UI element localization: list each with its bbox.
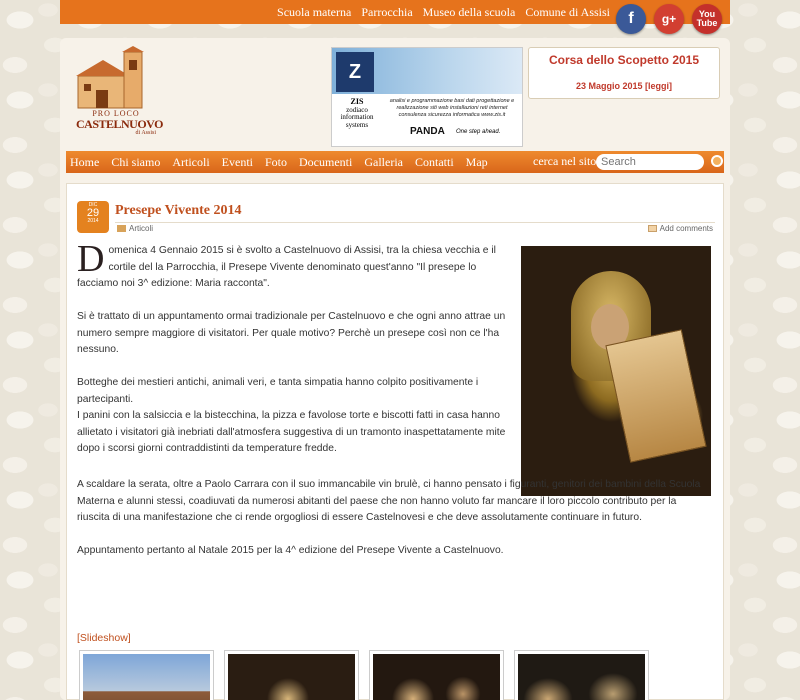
thumbnail[interactable] — [369, 650, 504, 700]
nav-foto[interactable]: Foto — [265, 154, 288, 169]
logo-line2: CASTELNUOVO — [76, 117, 163, 131]
search-label: cerca nel sito — [533, 154, 597, 168]
thumbnail[interactable] — [79, 650, 214, 700]
paragraph-3-text: Botteghe dei mestieri antichi, animali veri, e tanta simpatia hanno colpito positivamente i partecipanti. — [77, 377, 479, 405]
post-content — [66, 183, 724, 700]
paragraph-3 — [77, 375, 509, 458]
category-link[interactable]: Articoli — [129, 224, 154, 233]
nav-eventi[interactable]: Eventi — [221, 154, 253, 169]
post-title[interactable]: Presepe Vivente 2014 — [115, 203, 242, 218]
top-link-parrocchia[interactable]: Parrocchia — [361, 5, 413, 19]
thumbnail-image — [83, 654, 210, 700]
slideshow-link[interactable]: [Slideshow] — [77, 632, 131, 644]
title-divider — [115, 222, 715, 223]
promo-box[interactable] — [528, 47, 720, 99]
youtube-icon[interactable]: You Tube — [692, 4, 722, 34]
search-icon[interactable] — [711, 155, 723, 167]
top-link-museo[interactable]: Museo della scuola — [422, 5, 516, 19]
nav-home[interactable]: Home — [70, 154, 100, 169]
nav-documenti[interactable]: Documenti — [299, 154, 353, 169]
banner-description: analisi e programmazione basi dati progettazione e realizzazione siti web installazioni reti internet consulenza sicurezza informatica www.zis.it — [389, 98, 515, 118]
panda-tagline: One step ahead. — [456, 129, 501, 135]
post-comments — [648, 224, 713, 233]
promo-subtitle[interactable]: 23 Maggio 2015 [leggi] — [575, 81, 673, 91]
date-year: 2014 — [87, 218, 99, 224]
promo-title: Corsa dello Scopetto 2015 — [548, 53, 700, 67]
panda-logo: PANDA — [410, 126, 445, 137]
date-day: 29 — [86, 207, 100, 219]
thumbnail[interactable] — [224, 650, 359, 700]
nav-contatti[interactable]: Contatti — [415, 154, 454, 169]
logo-line1: PRO LOCO — [92, 109, 140, 118]
thumbnail-image — [518, 654, 645, 700]
post-date-badge — [77, 201, 109, 233]
zis-subtitle: zodiaco information systems — [340, 105, 374, 130]
post-body-wide — [77, 477, 709, 576]
folder-icon — [117, 225, 126, 232]
post-body — [77, 238, 509, 474]
photo-board — [605, 329, 706, 463]
thumbnail-image — [373, 654, 500, 700]
zis-name — [335, 98, 379, 130]
top-link-comune[interactable]: Comune di Assisi — [525, 5, 610, 19]
search-input[interactable] — [596, 154, 704, 170]
zis-title: ZIS — [350, 97, 364, 106]
zis-logo-icon: Z — [336, 52, 374, 92]
logo-line3: di Assisi — [135, 130, 156, 136]
social-links — [616, 4, 722, 34]
add-comments-link[interactable]: Add comments — [659, 224, 713, 233]
thumbnail-image — [228, 654, 355, 700]
page-container — [60, 38, 730, 700]
paragraph-1 — [77, 238, 509, 293]
dropcap: D — [77, 238, 105, 280]
paragraph-4: A scaldare la serata, oltre a Paolo Carrara con il suo immancabile vin brulè, ci hanno pensato i figuranti, genitori dei bambini della Scuola Materna e alunni stessi, coadiuvati da numerosi abitanti del paese che non hanno voluto far mancare il loro piccolo contributo per la riuscita di una manifestazione che ci rende orgogliosi di essere Castelnovesi e che deve assolutamente continuare in futuro. — [77, 479, 701, 523]
logo-text — [76, 109, 163, 136]
top-link-scuola-materna[interactable]: Scuola materna — [277, 5, 352, 19]
presepe-photo[interactable] — [521, 246, 711, 496]
paragraph-3b-text: I panini con la salsiccia e la bistecchina, la pizza e favolose torte e biscotti fatti in casa hanno allietato i visitatori già inebriati dall'atmosfera suggestiva di un tramonto inaspettatamente mite dopo i scorsi giorni contraddistinti da temperature fredde. — [77, 410, 506, 454]
facebook-icon[interactable]: f — [616, 4, 646, 34]
nav-galleria[interactable]: Galleria — [364, 154, 403, 169]
paragraph-2: Si è trattato di un appuntamento ormai tradizionale per Castelnuovo e che ogni anno attrae un numero sempre maggiore di visitatori. Per quale motivo? Perchè un presepe così non ce l'ha nessuno. — [77, 311, 506, 355]
zis-banner[interactable] — [331, 47, 523, 147]
main-nav — [66, 151, 724, 173]
top-nav — [277, 5, 610, 20]
date-month: DIC — [88, 202, 98, 208]
googleplus-icon[interactable]: g+ — [654, 4, 684, 34]
nav-map[interactable]: Map — [465, 154, 488, 169]
nav-chi-siamo[interactable]: Chi siamo — [111, 154, 161, 169]
thumbnail[interactable] — [514, 650, 649, 700]
top-bar — [60, 0, 730, 28]
nav-articoli[interactable]: Articoli — [172, 154, 210, 169]
paragraph-5: Appuntamento pertanto al Natale 2015 per la 4^ edizione del Presepe Vivente a Castelnuovo. — [77, 545, 504, 556]
thumbnail-gallery — [79, 650, 649, 700]
paragraph-1-text: omenica 4 Gennaio 2015 si è svolto a Castelnuovo di Assisi, tra la chiesa vecchia e il cortile del la Parrocchia, il Presepe Vivente denominato quest'anno "Il presepe lo facciamo noi 3^ edizione: Maria racconta". — [77, 245, 496, 289]
comment-icon — [648, 225, 657, 232]
post-category — [117, 224, 153, 233]
